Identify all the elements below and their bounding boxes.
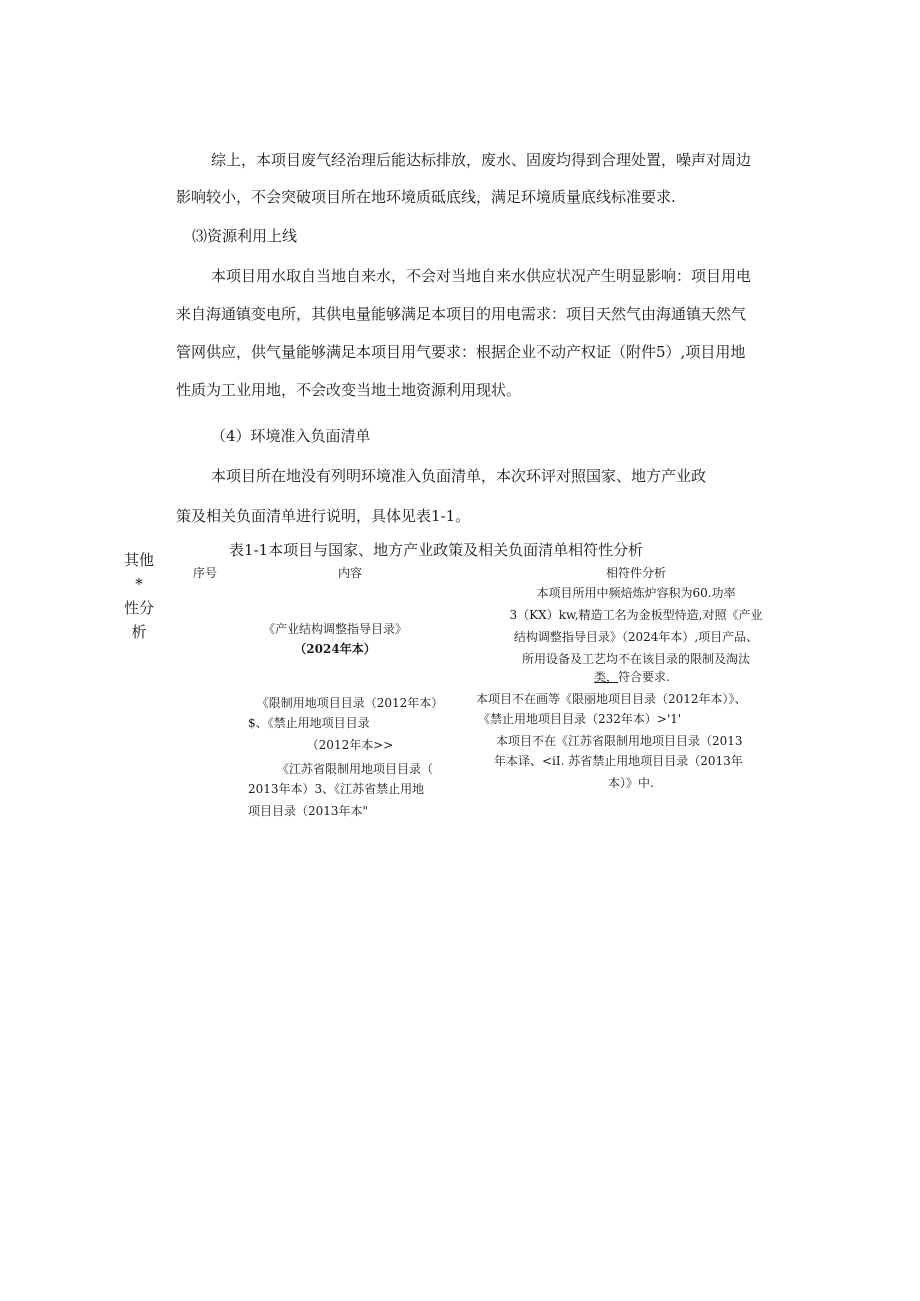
row1-analysis-line-4: 所用设备及工艺均不在该目录的限制及淘汰 — [521, 652, 750, 666]
paragraph-3-line-1: 本项目所在地没有列明环境准入负面清单，本次环评对照国家、地方产业政 — [211, 467, 707, 485]
paragraph-2-line-4: 性质为工业用地，不会改变当地土地资源利用现状。 — [176, 381, 522, 399]
paragraph-1-line-2: 影响较小，不会突破项目所在地环境质砥底线，满足环境质量底线标准要求. — [176, 188, 676, 206]
row2-content-line-4: 《江苏省限制用地项目目录（ — [276, 762, 433, 776]
row2-content-line-1: 《限制用地项目目录（2012年本） — [256, 696, 444, 710]
row1-content-line-1: 《产业结构调整指导目录》 — [262, 622, 407, 636]
row1-analysis-line-3: 结构调整指导目录》（2024年本）,项目产品、 — [513, 630, 759, 644]
table-header-index: 序号 — [193, 566, 218, 580]
side-label-line-2: * — [135, 575, 143, 593]
row1-analysis-line-1: 本项目所用中频焙炼炉容积为60.功率 — [536, 586, 736, 600]
row1-analysis-line-5-rest: 符合要求. — [618, 670, 670, 684]
row1-analysis-line-2: 3（KX）kw,精造工名为金板型恃造,对照《产业 — [509, 608, 763, 622]
paragraph-3-line-2: 策及相关负面清单进行说明，具体见表1-1。 — [176, 507, 471, 525]
row1-analysis-line-5-underlined: 类， — [594, 670, 619, 684]
row2-content-line-3: （2012年本>> — [306, 738, 394, 752]
table-caption: 表1-1本项目与国家、地方产业政策及相关负面清单相符性分析 — [229, 541, 644, 559]
paragraph-2-line-1: 本项目用水取自当地自来水，不会对当地自来水供应状况产生明显影响：项目用电 — [211, 267, 752, 285]
heading-resource-ceiling: ⑶资源利用上线 — [192, 227, 298, 245]
row2-content-line-5: 2013年本）3、《江苏省禁止用地 — [248, 782, 425, 796]
row2-analysis-line-5: 本）》中. — [608, 776, 654, 790]
row2-content-line-6: 项目目录（2013年本" — [248, 804, 369, 818]
row1-analysis-line-5 — [594, 668, 670, 686]
table-header-content: 内容 — [338, 566, 363, 580]
row1-content-line-2: （2024年本） — [294, 642, 376, 656]
table-header-analysis: 相符件分析 — [606, 566, 667, 580]
side-label-line-3: 性分 — [123, 599, 154, 617]
row2-analysis-line-3: 本项目不在《江苏省限制用地项目目录（2013 — [496, 734, 743, 748]
row2-content-line-2: $、《禁止用地项目目录 — [248, 716, 370, 730]
row2-analysis-line-2: 《禁止用地项目目录（232年本）>'1' — [478, 712, 682, 726]
side-label-line-4: 析 — [131, 623, 147, 641]
row2-analysis-line-1: 本项目不在画等《限丽地项目目录（2012年本）》、 — [476, 692, 747, 706]
side-label-line-1: 其他 — [123, 551, 154, 569]
paragraph-2-line-2: 来自海通镇变电所，其供电量能够满足本项目的用电需求：项目天然气由海通镇天然气 — [176, 305, 747, 323]
paragraph-1-line-1: 综上，本项目废气经治理后能达标排放，废水、固废均得到合理处置，噪声对周边 — [211, 151, 752, 169]
heading-negative-list: （4）环境准入负面清单 — [211, 427, 371, 445]
row2-analysis-line-4: 年本译、<iI. 苏省禁止用地项目目录（2013年 — [494, 754, 743, 768]
paragraph-2-line-3: 管网供应，供气量能够满足本项目用气要求：根据企业不动产权证（附件5）,项目用地 — [176, 343, 746, 361]
